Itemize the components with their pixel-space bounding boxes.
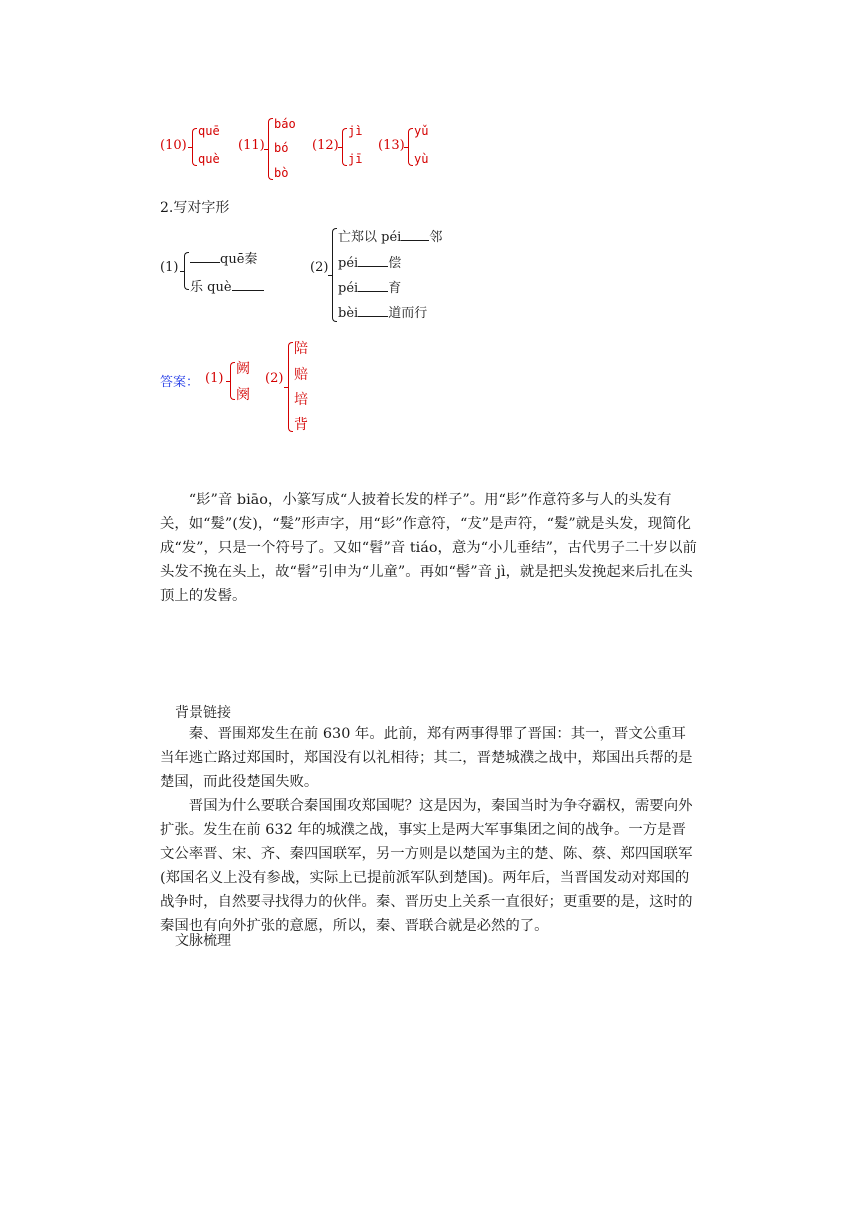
- question-line: [338, 302, 427, 321]
- paragraph-text: “髟”音 biāo，小篆写成“人披着长发的样子”。用“髟”作意符多与人的头发有关，如“髮”(发)，“髮”形声字，用“髟”作意符，“犮”是声符，“髮”就是头发，现简化成“发”，只是一个符号了。又如“髫”音 tiáo，意为“小儿垂结”，古代男子二十岁以前头发不挽在头上，故“髫”引申为“儿童”。再如“髻”音 jì，就是把头发挽起来后扎在头顶上的发髻。: [160, 492, 697, 604]
- brace: [332, 228, 337, 322]
- question-number: (1): [160, 260, 179, 275]
- group-10-number: (10): [160, 138, 187, 153]
- pinyin-item: jì: [348, 124, 363, 138]
- answer-blank: [358, 266, 388, 267]
- answer-char: 陪: [294, 341, 308, 357]
- paragraph-text: 晋国为什么要联合秦国围攻郑国呢？这是因为，秦国当时为争夺霸权，需要向外扩张。发生在前 632 年的城濮之战，事实上是两大军事集团之间的战争。一方是晋文公率晋、宋、齐、秦四国联军，另一方则是以楚国为主的楚、陈、蔡、郑四国联军(郑国名义上没有参战，实际上已提前派军队到楚国)。两年后，当晋国发动对郑国的战争时，自然要寻找得力的伙伴。秦、晋历史上关系一直很好；更重要的是，这时的秦国也有向外扩张的意愿，所以，秦、晋联合就是必然的了。: [160, 798, 693, 934]
- question-line: [338, 252, 401, 271]
- question-line: [338, 277, 401, 296]
- brace: [230, 362, 235, 400]
- hair-paragraph: [160, 488, 700, 608]
- line-text: 育: [388, 281, 402, 296]
- pinyin-item: bò: [274, 166, 289, 180]
- pinyin-item: bó: [274, 141, 289, 155]
- section-title: 2.写对字形: [160, 200, 230, 216]
- group-11-number: (11): [238, 138, 265, 153]
- pinyin-item: què: [198, 152, 220, 166]
- answer-char: 阙: [236, 361, 250, 377]
- answer-char: 培: [294, 392, 308, 408]
- pinyin-item: jī: [348, 152, 363, 166]
- answer-blank: [232, 290, 264, 291]
- question-line: [190, 276, 264, 295]
- brace: [342, 128, 347, 166]
- answer-label: 答案：: [160, 375, 200, 390]
- line-text: 偿: [388, 256, 402, 271]
- answer-blank: [358, 316, 388, 317]
- question-number: (2): [310, 260, 329, 275]
- question-line: [190, 248, 257, 267]
- brace: [408, 128, 413, 166]
- answer-number: (2): [265, 371, 284, 386]
- answer-blank: [401, 240, 429, 241]
- pinyin-item: yǔ: [414, 124, 429, 138]
- pinyin-item: báo: [274, 117, 296, 131]
- line-text: péi: [338, 256, 359, 271]
- line-text: 道而行: [388, 306, 428, 321]
- brace: [184, 252, 189, 290]
- line-text: 乐 què: [190, 280, 232, 295]
- group-12-number: (12): [312, 138, 339, 153]
- answer-char: 赔: [294, 367, 308, 383]
- answer-char: 阕: [236, 387, 250, 403]
- answer-number: (1): [205, 371, 224, 386]
- group-13-number: (13): [378, 138, 405, 153]
- line-text: quē秦: [220, 252, 258, 267]
- brace: [288, 342, 293, 432]
- line-text: péi: [338, 281, 359, 296]
- section-heading-background: 背景链接: [175, 705, 231, 721]
- brace: [268, 118, 273, 180]
- paragraph-text: 秦、晋围郑发生在前 630 年。此前，郑有两事得罪了晋国：其一，晋文公重耳当年逃亡路过郑国时，郑国没有以礼相待；其二，晋楚城濮之战中，郑国出兵帮的是楚国，而此役楚国失败。: [160, 726, 693, 790]
- brace: [192, 128, 197, 166]
- line-text: 邻: [429, 230, 443, 245]
- question-line: [338, 226, 442, 245]
- answer-char: 背: [294, 417, 308, 433]
- section-heading-outline: 文脉梳理: [175, 933, 231, 949]
- pinyin-item: yù: [414, 152, 429, 166]
- answer-blank: [190, 262, 220, 263]
- line-text: 亡郑以 péi: [338, 230, 402, 245]
- answer-blank: [358, 291, 388, 292]
- background-text: [160, 722, 700, 938]
- line-text: bèi: [338, 306, 359, 321]
- pinyin-item: quē: [198, 124, 220, 138]
